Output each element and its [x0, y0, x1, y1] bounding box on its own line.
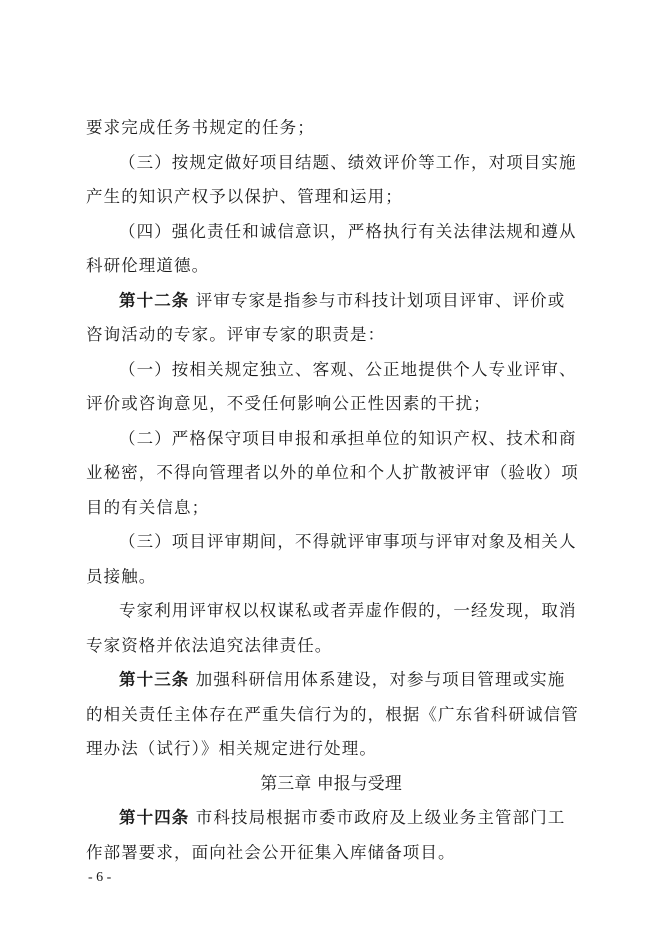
- article-text: 评审专家是指参与市科技计划项目评审、评价或: [195, 291, 566, 310]
- text-line: 专家资格并依法追究法律责任。: [86, 636, 333, 655]
- article-label: 第十三条: [119, 670, 190, 689]
- text-line: （三）按规定做好项目结题、绩效评价等工作，对项目实施: [119, 153, 577, 172]
- text-line: 咨询活动的专家。评审专家的职责是：: [86, 325, 386, 344]
- text-line: 科研伦理道德。: [86, 256, 210, 275]
- article-14-line: [119, 808, 611, 828]
- text-line: （三）项目评审期间，不得就评审事项与评审对象及相关人: [119, 532, 577, 551]
- text-line: 要求完成任务书规定的任务；: [86, 118, 315, 137]
- text-line: 理办法（试行）》相关规定进行处理。: [86, 739, 377, 758]
- text-line: 作部署要求，面向社会公开征集入库储备项目。: [86, 843, 456, 862]
- article-text: 加强科研信用体系建设，对参与项目管理或实施: [195, 670, 566, 689]
- text-line: 评价或咨询意见，不受任何影响公正性因素的干扰；: [86, 394, 491, 413]
- page-number: - 6 -: [88, 870, 112, 885]
- article-12-line: [119, 291, 611, 311]
- text-line: 业秘密，不得向管理者以外的单位和个人扩散被评审（验收）项: [86, 463, 579, 482]
- text-line: 员接触。: [86, 567, 157, 586]
- text-line: 的相关责任主体存在严重失信行为的，根据《广东省科研诚信管: [86, 705, 579, 724]
- article-text: 市科技局根据市委市政府及上级业务主管部门工: [195, 808, 566, 827]
- article-13-line: [119, 670, 611, 690]
- article-label: 第十二条: [119, 291, 190, 310]
- text-line: （一）按相关规定独立、客观、公正地提供个人专业评审、: [119, 360, 577, 379]
- chapter-heading: 第三章 申报与受理: [260, 774, 402, 794]
- text-line: 目的有关信息；: [86, 498, 210, 517]
- article-label: 第十四条: [119, 808, 190, 827]
- text-line: 专家利用评审权以权谋私或者弄虚作假的，一经发现，取消: [119, 601, 577, 620]
- text-line: （二）严格保守项目申报和承担单位的知识产权、技术和商: [119, 429, 577, 448]
- text-line: （四）强化责任和诚信意识，严格执行有关法律法规和遵从: [119, 222, 577, 241]
- text-line: 产生的知识产权予以保护、管理和运用；: [86, 187, 403, 206]
